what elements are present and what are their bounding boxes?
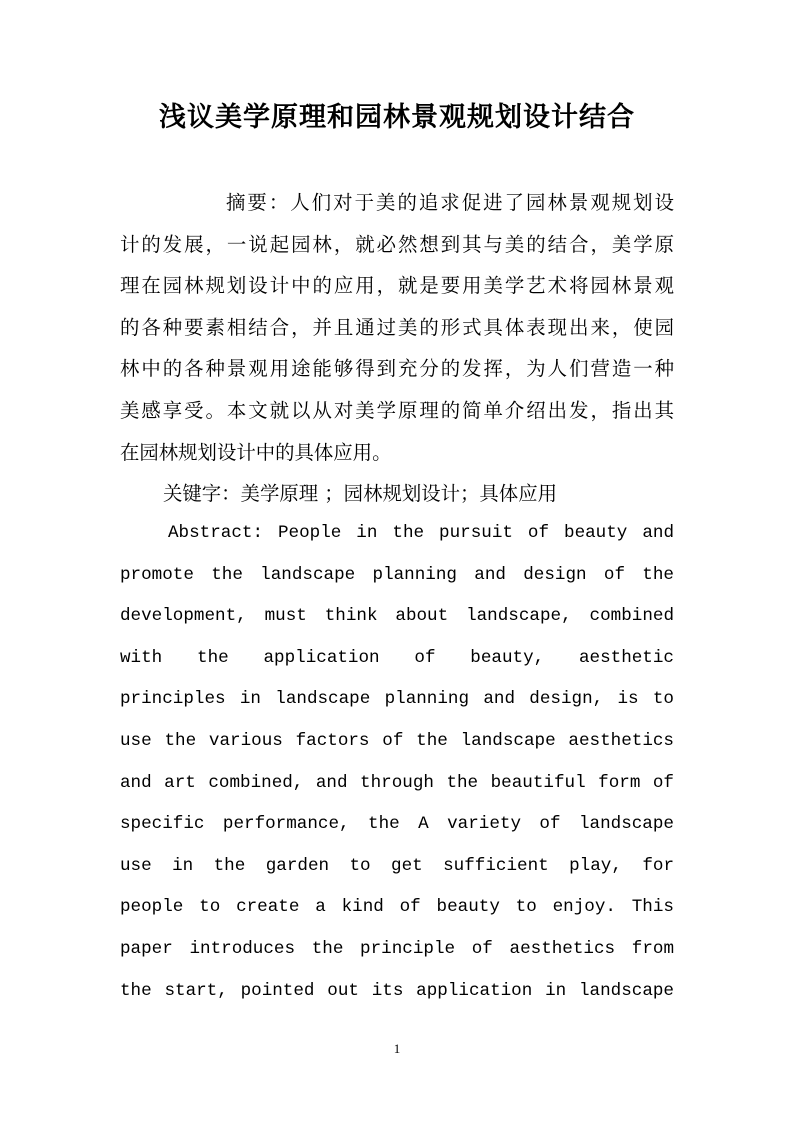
english-abstract-line: specific performance, the A variety of landscape bbox=[120, 814, 674, 835]
chinese-abstract bbox=[120, 182, 674, 473]
chinese-abstract-line: 美感享受。本文就以从对美学原理的简单介绍出发，指出其 bbox=[120, 398, 674, 422]
english-abstract-line: promote the landscape planning and design of the bbox=[120, 564, 674, 585]
english-abstract-line: development, must think about landscape, combined bbox=[120, 606, 674, 627]
document-title: 浅议美学原理和园林景观规划设计结合 bbox=[159, 102, 635, 133]
english-abstract-line: use the various factors of the landscape aesthetics bbox=[120, 730, 674, 751]
english-abstract-line: principles in landscape planning and design, is to bbox=[120, 689, 674, 710]
chinese-abstract-line: 摘要：人们对于美的追求促进了园林景观规划设 bbox=[226, 191, 674, 214]
chinese-abstract-line: 理在园林规划设计中的应用，就是要用美学艺术将园林景观 bbox=[120, 274, 674, 298]
chinese-abstract-line: 的各种要素相结合，并且通过美的形式具体表现出来，使园 bbox=[120, 315, 674, 339]
chinese-abstract-line: 在园林规划设计中的具体应用。 bbox=[120, 440, 392, 464]
english-abstract-line: use in the garden to get sufficient play, for bbox=[120, 855, 674, 876]
english-abstract-line: the start, pointed out its application in landscape bbox=[120, 980, 674, 1001]
keywords: 关键字：美学原理 ；园林规划设计；具体应用 bbox=[163, 482, 557, 505]
english-abstract-line: people to create a kind of beauty to enjoy. This bbox=[120, 897, 674, 918]
english-abstract-line: and art combined, and through the beautiful form of bbox=[120, 772, 674, 793]
chinese-abstract-line: 计的发展，一说起园林，就必然想到其与美的结合，美学原 bbox=[120, 232, 674, 256]
english-abstract bbox=[120, 513, 674, 1012]
english-abstract-line: paper introduces the principle of aesthetics from bbox=[120, 938, 674, 959]
english-abstract-line: Abstract: People in the pursuit of beauty and bbox=[168, 523, 674, 543]
page-number: 1 bbox=[393, 1041, 401, 1056]
english-abstract-line: with the application of beauty, aesthetic bbox=[120, 647, 674, 668]
chinese-abstract-line: 林中的各种景观用途能够得到充分的发挥，为人们营造一种 bbox=[120, 357, 674, 381]
